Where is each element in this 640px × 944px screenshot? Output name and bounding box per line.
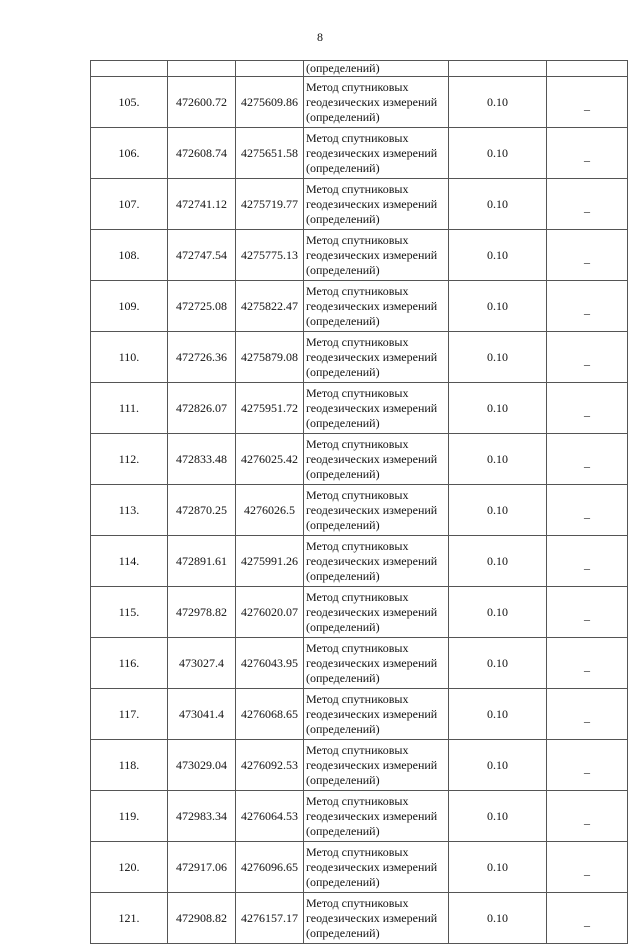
y-coordinate-cell	[236, 61, 304, 77]
precision-cell	[449, 61, 547, 77]
method-cell	[304, 536, 449, 587]
method-cell	[304, 791, 449, 842]
method-text-line3: (определений)	[306, 925, 380, 940]
table-row	[91, 77, 628, 128]
method-cell	[304, 332, 449, 383]
method-text-line3: (определений)	[306, 466, 380, 481]
table-row	[91, 689, 628, 740]
method-cell	[304, 383, 449, 434]
method-text-line1: Метод спутниковых	[306, 538, 409, 553]
method-text-line3: (определений)	[306, 364, 380, 379]
method-text-line1: Метод спутниковых	[306, 589, 409, 604]
precision-cell: 0.10	[449, 230, 547, 281]
point-number-cell: 108.	[91, 230, 168, 281]
method-text-line2: геодезических измерений	[306, 451, 438, 466]
note-cell: _	[547, 842, 628, 893]
point-number-cell: 111.	[91, 383, 168, 434]
y-coordinate-cell: 4275991.26	[236, 536, 304, 587]
y-coordinate-cell: 4276025.42	[236, 434, 304, 485]
x-coordinate-cell: 472908.82	[168, 893, 236, 944]
coordinates-table-body	[91, 61, 628, 944]
method-text-line2: геодезических измерений	[306, 706, 438, 721]
y-coordinate-cell: 4276092.53	[236, 740, 304, 791]
note-cell: _	[547, 893, 628, 944]
method-cell	[304, 128, 449, 179]
table-row	[91, 281, 628, 332]
method-text-line1: Метод спутниковых	[306, 130, 409, 145]
method-cell	[304, 893, 449, 944]
x-coordinate-cell: 472983.34	[168, 791, 236, 842]
method-text-line3: (определений)	[306, 313, 380, 328]
table-row	[91, 332, 628, 383]
precision-cell: 0.10	[449, 179, 547, 230]
table-row	[91, 893, 628, 944]
precision-cell: 0.10	[449, 740, 547, 791]
point-number-cell: 118.	[91, 740, 168, 791]
method-cell	[304, 485, 449, 536]
method-text-line1: Метод спутниковых	[306, 640, 409, 655]
method-text-line3: (определений)	[306, 517, 380, 532]
precision-cell: 0.10	[449, 383, 547, 434]
x-coordinate-cell: 472726.36	[168, 332, 236, 383]
method-text-line3: (определений)	[306, 568, 380, 583]
table-row	[91, 128, 628, 179]
note-cell: _	[547, 179, 628, 230]
method-cell	[304, 281, 449, 332]
note-cell: _	[547, 638, 628, 689]
y-coordinate-cell: 4276043.95	[236, 638, 304, 689]
y-coordinate-cell: 4275651.58	[236, 128, 304, 179]
method-text-line3: (определений)	[306, 109, 380, 124]
x-coordinate-cell: 472833.48	[168, 434, 236, 485]
precision-cell: 0.10	[449, 842, 547, 893]
y-coordinate-cell: 4275775.13	[236, 230, 304, 281]
method-text-line2: геодезических измерений	[306, 400, 438, 415]
method-text-line1: Метод спутниковых	[306, 232, 409, 247]
point-number-cell: 107.	[91, 179, 168, 230]
method-text-line1: Метод спутниковых	[306, 283, 409, 298]
method-text-line1: Метод спутниковых	[306, 895, 409, 910]
method-text-line2: геодезических измерений	[306, 553, 438, 568]
y-coordinate-cell: 4276157.17	[236, 893, 304, 944]
y-coordinate-cell: 4276064.53	[236, 791, 304, 842]
point-number-cell: 109.	[91, 281, 168, 332]
method-text-line2: геодезических измерений	[306, 145, 438, 160]
table-row	[91, 434, 628, 485]
point-number-cell	[91, 61, 168, 77]
point-number-cell: 116.	[91, 638, 168, 689]
y-coordinate-cell: 4275609.86	[236, 77, 304, 128]
method-text-line2: геодезических измерений	[306, 757, 438, 772]
method-text-line1: Метод спутниковых	[306, 181, 409, 196]
note-cell: _	[547, 791, 628, 842]
y-coordinate-cell: 4276020.07	[236, 587, 304, 638]
x-coordinate-cell: 472600.72	[168, 77, 236, 128]
precision-cell: 0.10	[449, 689, 547, 740]
table-row	[91, 383, 628, 434]
x-coordinate-cell: 472978.82	[168, 587, 236, 638]
method-text-line1: Метод спутниковых	[306, 487, 409, 502]
table-row	[91, 791, 628, 842]
method-tail-text: (определений)	[306, 61, 380, 75]
x-coordinate-cell: 472891.61	[168, 536, 236, 587]
precision-cell: 0.10	[449, 536, 547, 587]
method-text-line3: (определений)	[306, 772, 380, 787]
table-row	[91, 536, 628, 587]
method-text-line3: (определений)	[306, 619, 380, 634]
method-text-line2: геодезических измерений	[306, 196, 438, 211]
note-cell: _	[547, 434, 628, 485]
method-text-line1: Метод спутниковых	[306, 742, 409, 757]
point-number-cell: 115.	[91, 587, 168, 638]
x-coordinate-cell: 472725.08	[168, 281, 236, 332]
method-text-line2: геодезических измерений	[306, 655, 438, 670]
x-coordinate-cell: 473027.4	[168, 638, 236, 689]
method-cell	[304, 740, 449, 791]
method-text-line3: (определений)	[306, 160, 380, 175]
continued-row	[91, 61, 628, 77]
method-text-line2: геодезических измерений	[306, 604, 438, 619]
method-cell	[304, 434, 449, 485]
point-number-cell: 114.	[91, 536, 168, 587]
precision-cell: 0.10	[449, 77, 547, 128]
note-cell: _	[547, 740, 628, 791]
method-cell	[304, 61, 449, 77]
method-text-line2: геодезических измерений	[306, 859, 438, 874]
x-coordinate-cell: 473041.4	[168, 689, 236, 740]
method-text-line1: Метод спутниковых	[306, 844, 409, 859]
point-number-cell: 113.	[91, 485, 168, 536]
x-coordinate-cell: 472608.74	[168, 128, 236, 179]
x-coordinate-cell: 472826.07	[168, 383, 236, 434]
y-coordinate-cell: 4276068.65	[236, 689, 304, 740]
table-row	[91, 230, 628, 281]
y-coordinate-cell: 4275719.77	[236, 179, 304, 230]
method-text-line1: Метод спутниковых	[306, 334, 409, 349]
method-text-line2: геодезических измерений	[306, 94, 438, 109]
table-row	[91, 179, 628, 230]
y-coordinate-cell: 4276026.5	[236, 485, 304, 536]
note-cell: _	[547, 128, 628, 179]
method-text-line2: геодезических измерений	[306, 298, 438, 313]
method-cell	[304, 587, 449, 638]
note-cell	[547, 61, 628, 77]
method-text-line1: Метод спутниковых	[306, 691, 409, 706]
method-text-line3: (определений)	[306, 415, 380, 430]
table-row	[91, 485, 628, 536]
note-cell: _	[547, 536, 628, 587]
method-text-line1: Метод спутниковых	[306, 79, 409, 94]
point-number-cell: 117.	[91, 689, 168, 740]
point-number-cell: 121.	[91, 893, 168, 944]
y-coordinate-cell: 4276096.65	[236, 842, 304, 893]
note-cell: _	[547, 485, 628, 536]
page-number: 8	[317, 30, 323, 44]
point-number-cell: 105.	[91, 77, 168, 128]
method-text-line3: (определений)	[306, 874, 380, 889]
method-cell	[304, 179, 449, 230]
precision-cell: 0.10	[449, 281, 547, 332]
precision-cell: 0.10	[449, 485, 547, 536]
precision-cell: 0.10	[449, 893, 547, 944]
method-text-line1: Метод спутниковых	[306, 793, 409, 808]
x-coordinate-cell: 472870.25	[168, 485, 236, 536]
table-row	[91, 638, 628, 689]
method-cell	[304, 689, 449, 740]
method-text-line3: (определений)	[306, 262, 380, 277]
precision-cell: 0.10	[449, 332, 547, 383]
method-text-line3: (определений)	[306, 721, 380, 736]
table-row	[91, 740, 628, 791]
point-number-cell: 112.	[91, 434, 168, 485]
table-row	[91, 842, 628, 893]
point-number-cell: 106.	[91, 128, 168, 179]
note-cell: _	[547, 77, 628, 128]
y-coordinate-cell: 4275879.08	[236, 332, 304, 383]
point-number-cell: 110.	[91, 332, 168, 383]
method-cell	[304, 842, 449, 893]
x-coordinate-cell: 473029.04	[168, 740, 236, 791]
x-coordinate-cell: 472741.12	[168, 179, 236, 230]
method-text-line2: геодезических измерений	[306, 502, 438, 517]
method-text-line2: геодезических измерений	[306, 349, 438, 364]
note-cell: _	[547, 689, 628, 740]
method-cell	[304, 77, 449, 128]
precision-cell: 0.10	[449, 638, 547, 689]
precision-cell: 0.10	[449, 434, 547, 485]
note-cell: _	[547, 281, 628, 332]
point-number-cell: 119.	[91, 791, 168, 842]
precision-cell: 0.10	[449, 791, 547, 842]
table-row	[91, 587, 628, 638]
x-coordinate-cell	[168, 61, 236, 77]
note-cell: _	[547, 332, 628, 383]
method-text-line3: (определений)	[306, 211, 380, 226]
precision-cell: 0.10	[449, 128, 547, 179]
y-coordinate-cell: 4275951.72	[236, 383, 304, 434]
x-coordinate-cell: 472917.06	[168, 842, 236, 893]
y-coordinate-cell: 4275822.47	[236, 281, 304, 332]
method-cell	[304, 230, 449, 281]
method-text-line1: Метод спутниковых	[306, 436, 409, 451]
method-text-line2: геодезических измерений	[306, 247, 438, 262]
coordinates-table	[90, 60, 628, 944]
note-cell: _	[547, 587, 628, 638]
method-text-line1: Метод спутниковых	[306, 385, 409, 400]
method-text-line3: (определений)	[306, 670, 380, 685]
method-text-line3: (определений)	[306, 823, 380, 838]
point-number-cell: 120.	[91, 842, 168, 893]
precision-cell: 0.10	[449, 587, 547, 638]
method-text-line2: геодезических измерений	[306, 910, 438, 925]
note-cell: _	[547, 230, 628, 281]
note-cell: _	[547, 383, 628, 434]
method-text-line2: геодезических измерений	[306, 808, 438, 823]
method-cell	[304, 638, 449, 689]
x-coordinate-cell: 472747.54	[168, 230, 236, 281]
